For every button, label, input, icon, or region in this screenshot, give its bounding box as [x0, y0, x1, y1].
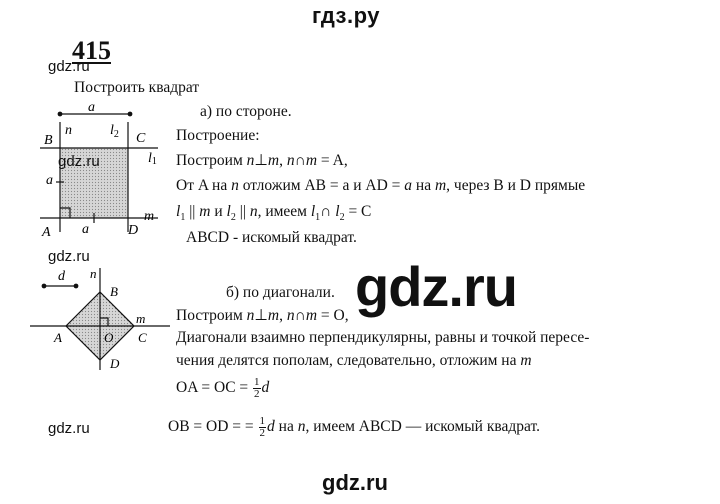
segment-a-end-left — [58, 112, 63, 117]
label-a-left: a — [46, 173, 53, 188]
segment-d-end-left — [42, 284, 47, 289]
part-b-heading: б) по диагонали. — [226, 284, 335, 301]
label-d: d — [58, 269, 65, 284]
fraction-half: $\frac{1}{2}$ — [254, 376, 260, 400]
label-l1: l1 — [148, 151, 157, 167]
label-O: O — [104, 330, 114, 345]
label-m: m — [144, 209, 155, 224]
problem-title: Построить квадрат — [74, 79, 200, 96]
label-n: n — [90, 266, 97, 281]
watermark-small: gdz.ru — [48, 420, 90, 437]
label-m: m — [136, 311, 146, 326]
watermark-small: gdz.ru — [48, 248, 90, 265]
part-a-construction-label: Построение: — [176, 127, 260, 144]
site-header: гдз.ру — [312, 3, 380, 28]
problem-number: 415 — [72, 36, 111, 65]
part-b-line5: OB = OD = = $\frac{1}{2}$ d на n, имеем ABCD — искомый квадрат. — [168, 415, 540, 439]
label-l2: $l_2$ — [110, 123, 119, 140]
label-n: n — [65, 123, 72, 138]
part-a-heading: а) по стороне. — [200, 103, 292, 120]
label-D: D — [110, 356, 120, 371]
part-b-line3: чения делятся пополам, следовательно, отложим на m — [176, 352, 532, 369]
part-b-line4: OA = OC = $\frac{1}{2}$ d — [176, 376, 270, 400]
part-a-line4: ABCD - искомый квадрат. — [186, 229, 357, 246]
part-b-line1: Построим n⊥m, n∩m = O, — [176, 307, 349, 324]
watermark-big: gdz.ru — [355, 255, 517, 318]
part-a-line2: От A на n отложим AB = a и AD = a на m, через B и D прямые — [176, 177, 586, 194]
label-B: B — [110, 284, 118, 299]
label-C: C — [138, 330, 147, 345]
watermark-small: gdz.ru — [48, 58, 90, 75]
figure-square-by-side — [40, 100, 180, 240]
site-footer: gdz.ru — [322, 470, 388, 495]
segment-d-end-right — [74, 284, 79, 289]
segment-a-end-right — [128, 112, 133, 117]
label-B: B — [44, 133, 53, 148]
watermark-small: gdz.ru — [58, 153, 100, 170]
part-a-line3: $l_1$ || m и $l_2$ || n, имеем $l_1\cap$ $l_2 = C$ — [176, 203, 372, 224]
label-C: C — [136, 131, 146, 146]
part-a-line1: Построим n⊥m, n∩m = A, — [176, 152, 348, 169]
label-a-top: a — [88, 100, 95, 115]
label-D: D — [128, 223, 139, 238]
figure-square-by-diagonal — [30, 262, 180, 374]
fraction-half: $\frac{1}{2}$ — [259, 415, 266, 439]
label-a-bottom: a — [82, 222, 89, 237]
part-b-line2: Диагонали взаимно перпендикулярны, равны и точкой пересе- — [176, 329, 590, 346]
label-A: A — [54, 330, 62, 345]
label-A: A — [42, 225, 51, 240]
